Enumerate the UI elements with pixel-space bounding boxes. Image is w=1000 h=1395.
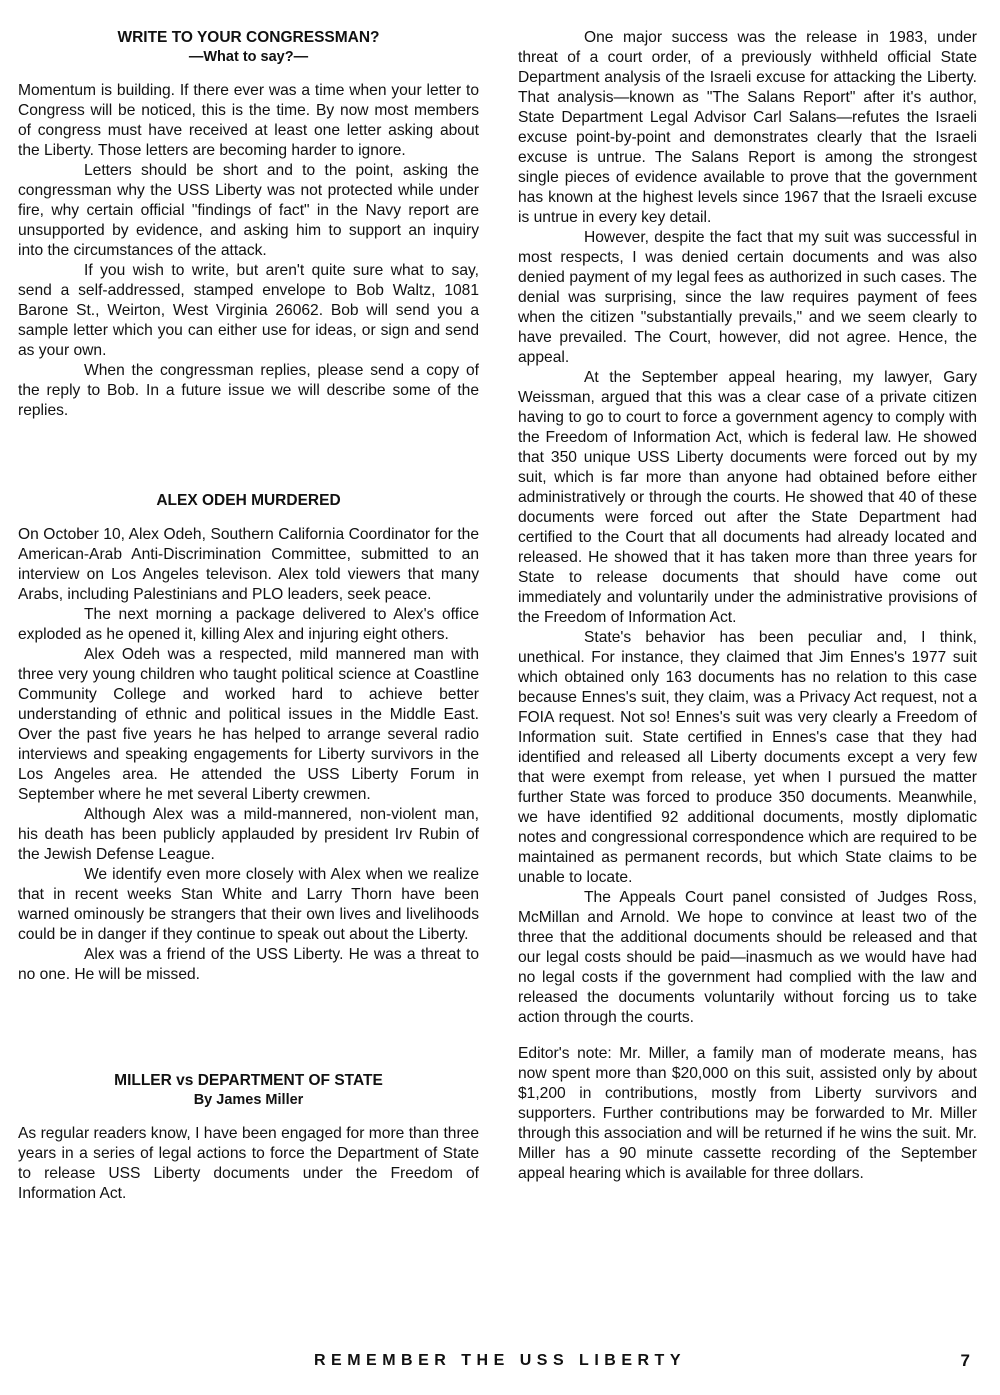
article-paragraph: State's behavior has been peculiar and, I think, unethical. For instance, they claimed that Jim Ennes's 1977 suit which obtained only 163 documents has no relation to this case because Ennes's suit, they claim, was a Privacy Act request, not a FOIA request. Not so! Ennes's suit was very clearly a Freedom of Information suit. State certified in Ennes's case that they had identified and released all Liberty documents except a very few that were exempt from release, yet when I pursued the matter further State was forced to produce 350 documents. Meanwhile, we have identified 92 additional documents, mostly diplomatic notes and congressional correspondence which are required to be maintained as permanent records, but which State claims to be unable to locate. <box>518 629 977 886</box>
article-paragraph: We identify even more closely with Alex when we realize that in recent weeks Stan White and Larry Thorn have been warned ominously be strangers that their own lives and livelihoods could be in danger if they continue to speak out about the Liberty. <box>18 866 479 943</box>
article-paragraph: Letters should be short and to the point, asking the congressman why the USS Liberty was not protected while under fire, why certain official "findings of fact" in the Navy report are unsupported by evidence, and asking him to support an inquiry into the circumstances of the attack. <box>18 162 479 259</box>
page-number: 7 <box>960 1351 970 1370</box>
write-congressman-title: WRITE TO YOUR CONGRESSMAN? <box>117 29 380 46</box>
article-paragraph: As regular readers know, I have been engaged for more than three years in a series of legal actions to force the Department of State to release USS Liberty documents under the Freedom of Information Act. <box>18 1125 479 1202</box>
miller-byline: By James Miller <box>193 1092 304 1108</box>
article-paragraph: If you wish to write, but aren't quite sure what to say, send a self-addressed, stamped envelope to Bob Waltz, 1081 Barone St., Weirton, West Virginia 26062. Bob will send you a sample letter which you can either use for ideas, or sign and send as your own. <box>18 262 479 359</box>
write-congressman-article <box>18 28 479 421</box>
article-paragraph: Alex was a friend of the USS Liberty. He was a threat to no one. He will be missed. <box>18 946 479 983</box>
write-congressman-subtitle: —What to say?— <box>188 49 309 65</box>
footer-title: REMEMBER THE USS LIBERTY <box>313 1352 686 1369</box>
article-paragraph: Momentum is building. If there ever was a time when your letter to Congress will be noticed, this is the time. By now most members of congress must have received at least one letter asking about the Liberty. Those letters are becoming harder to ignore. <box>18 82 479 159</box>
miller-article <box>18 1071 479 1204</box>
alex-odeh-title: ALEX ODEH MURDERED <box>156 492 341 509</box>
article-paragraph: At the September appeal hearing, my lawyer, Gary Weissman, argued that this was a clear case of a private citizen having to go to court to force a government agency to comply with the Freedom of Information Act, which is federal law. He showed that 350 unique USS Liberty documents were forced out by my suit, which is far more than anyone had obtained before either administratively or through the courts. He showed that 40 of these documents were forced out after the State Department had certified to the Court that all documents had already located and released. He showed that it has taken more than three years for State to release documents that should have come out immediately and voluntarily under the administrative provisions of the Freedom of Information Act. <box>518 369 977 626</box>
article-paragraph: The next morning a package delivered to Alex's office exploded as he opened it, killing Alex and injuring eight others. <box>18 606 479 643</box>
miller-title: MILLER vs DEPARTMENT OF STATE <box>114 1072 383 1089</box>
article-paragraph: On October 10, Alex Odeh, Southern California Coordinator for the American-Arab Anti-Discrimination Committee, submitted to an interview on Los Angeles televison. Alex told viewers that many Arabs, including Palestinians and PLO leaders, seek peace. <box>18 526 479 603</box>
alex-odeh-article <box>18 491 479 985</box>
article-paragraph: One major success was the release in 1983, under threat of a court order, of a previously withheld official State Department analysis of the Israeli excuse for attacking the Liberty. That analysis—known as "The Salans Report" after it's author, State Department Legal Advisor Carl Salans—refutes the Israeli excuse point-by-point and demonstrates clearly that the Israeli excuse is untrue. The Salans Report is among the strongest single pieces of evidence available to prove that the government has known at the highest levels since 1967 that the Israeli excuse is untrue in every key detail. <box>518 29 977 226</box>
editors-note: Editor's note: Mr. Miller, a family man of moderate means, has now spent more than $20,000 on this suit, assisted only by about $1,200 in contributions, mostly from Liberty survivors and supporters. Further contributions may be forwarded to Mr. Miller through this association and will be returned if he wins the suit. Mr. Miller has a 90 minute cassette recording of the September appeal hearing which is available for three dollars. <box>518 1045 977 1182</box>
article-paragraph: When the congressman replies, please send a copy of the reply to Bob. In a future issue we will describe some of the replies. <box>18 362 479 419</box>
right-column <box>518 28 977 1184</box>
article-paragraph: Although Alex was a mild-mannered, non-violent man, his death has been publicly applauded by president Irv Rubin of the Jewish Defense League. <box>18 806 479 863</box>
article-paragraph: However, despite the fact that my suit was successful in most respects, I was denied certain documents and was also denied payment of my legal fees as authorized in such cases. The denial was surprising, since the law requires payment of fees when the citizen "substantially prevails," and we seem clearly to have prevailed. The Court, however, did not agree. Hence, the appeal. <box>518 229 977 366</box>
article-paragraph: Alex Odeh was a respected, mild mannered man with three very young children who taught political science at Coastline Community College and worked hard to achieve better understanding of ethnic and political issues in the Middle East. Over the past five years he has helped to arrange several radio interviews and speaking engagements for Liberty survivors in the Los Angeles area. He attended the USS Liberty Forum in September where he met several Liberty crewmen. <box>18 646 479 803</box>
article-paragraph: The Appeals Court panel consisted of Judges Ross, McMillan and Arnold. We hope to convince at least two of the three that the additional documents should be released and that our legal costs should be paid—inasmuch as we would have had no legal costs if the government had complied with the law and released the documents voluntarily without forcing us to take action through the courts. <box>518 889 977 1026</box>
left-column <box>18 28 479 1204</box>
miller-article-continued <box>518 28 977 1184</box>
